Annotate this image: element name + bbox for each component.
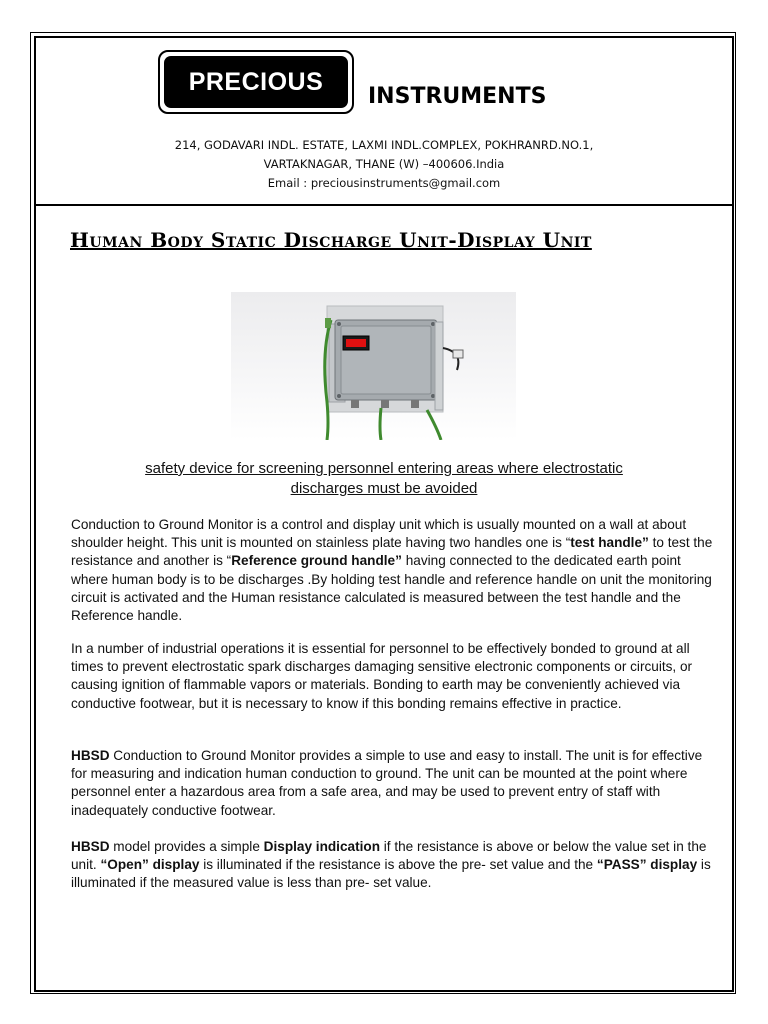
product-photo [231, 292, 516, 440]
subtitle-line-2: discharges must be avoided [290, 480, 478, 497]
paragraph-1: Conduction to Ground Monitor is a control and display unit which is usually mounted on a wall at about shoulder height. This unit is mounted on stainless plate having two handles one is “test handle” to test the resistance and another is “Reference ground handle” having connected to the dedicated earth point where human body is to be discharges .By holding test handle and reference handle on unit the monitoring circuit is activated and the Human resistance calculated is measured between the test handle and the Reference handle. [71, 517, 713, 624]
subtitle-line-1: safety device for screening personnel entering areas where electrostatic [145, 460, 623, 477]
paragraph-4: HBSD model provides a simple Display indication if the resistance is above or below the value set in the unit. “Open” display is illuminated if the resistance is above the pre- set value and the “PASS” display is illuminated if the measured value is less than pre- set value. [71, 839, 711, 891]
paragraph-3: HBSD Conduction to Ground Monitor provides a simple to use and easy to install. The unit is for effective for measuring and indication human conduction to ground. The unit can be mounted at the point where personnel enter a hazardous area from a safe area, and may be used to prevent entry of staff with inadequately conductive footwear. [71, 748, 703, 818]
paragraph-2: In a number of industrial operations it is essential for personnel to be effectively bonded to ground at all times to prevent electrostatic spark discharges damaging sensitive electronic components or circuits, or causing ignition of flammable vapors or materials. Bonding to earth may be conveniently achieved via conductive footwear, but it is necessary to know if this bonding remains effective in practice. [71, 641, 693, 711]
logo-word: PRECIOUS [188, 67, 324, 96]
email-line: Email : preciousinstruments@gmail.com [267, 176, 501, 190]
address-line-2: VARTAKNAGAR, THANE (W) –400606.India [263, 157, 505, 171]
address-line-1: 214, GODAVARI INDL. ESTATE, LAXMI INDL.COMPLEX, POKHRANRD.NO.1, [174, 138, 594, 152]
document-title: Human Body Static Discharge Unit-Display Unit [70, 228, 592, 252]
brand-suffix: INSTRUMENTS [368, 84, 547, 109]
company-logo [158, 50, 354, 114]
